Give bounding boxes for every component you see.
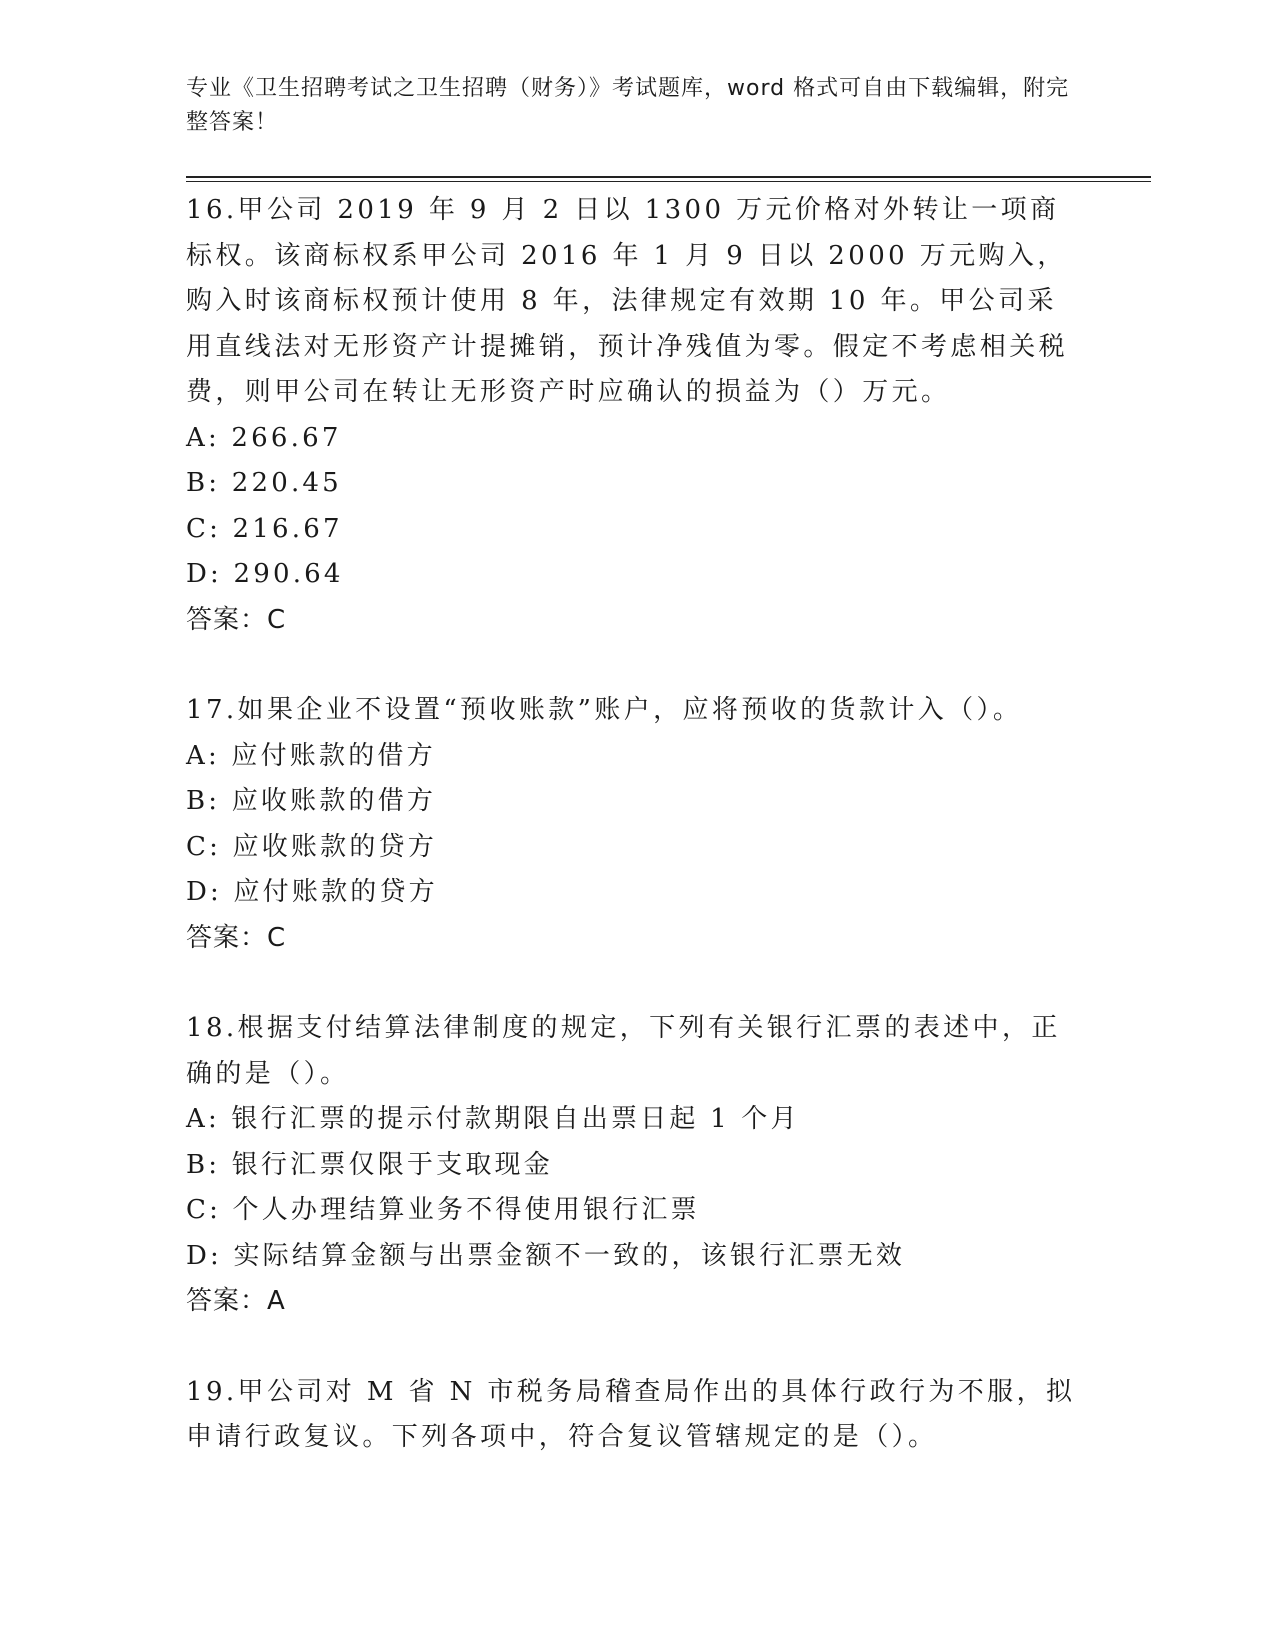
option-a: A: 266.67: [186, 422, 342, 453]
answer-line: 答案：C: [186, 604, 287, 635]
option-d: D: 290.64: [186, 559, 344, 589]
header-rule-thick: [186, 176, 1151, 178]
question-text: 16.甲公司 2019 年 9 月 2 日以 1300 万元价格对外转让一项商标权。该商标权系甲公司 2016 年 1 月 9 日以 2000 万元购入，购入时该商标权预计使用 8 年，法律规定有效期 10 年。甲公司采用直线法对无形资产计提摊销，预计净残值为零。假定不考虑相关税费，则甲公司在转让无形资产时应确认的损益为（）万元。: [186, 195, 1069, 407]
option-b: B: 应收账款的借方: [186, 786, 437, 816]
option-c: C: 个人办理结算业务不得使用银行汇票: [186, 1195, 700, 1225]
question-text: 18.根据支付结算法律制度的规定，下列有关银行汇票的表述中，正确的是（）。: [186, 1013, 1061, 1089]
option-d: D: 应付账款的贷方: [186, 877, 438, 907]
option-c: C: 216.67: [186, 513, 343, 544]
question-17: [186, 688, 1086, 961]
option-d: D: 实际结算金额与出票金额不一致的，该银行汇票无效: [186, 1240, 906, 1271]
option-c: C: 应收账款的贷方: [186, 831, 437, 862]
option-b: B: 220.45: [186, 468, 342, 498]
question-text: 17.如果企业不设置“预收账款”账户，应将预收的货款计入（）。: [186, 695, 1023, 725]
question-text: 19.甲公司对 M 省 N 市税务局稽查局作出的具体行政行为不服，拟申请行政复议。下列各项中，符合复议管辖规定的是（）。: [186, 1376, 1076, 1452]
option-a: A: 银行汇票的提示付款期限自出票日起 1 个月: [186, 1104, 800, 1134]
answer-line: 答案：C: [186, 922, 287, 953]
question-16: [186, 188, 1086, 643]
answer-line: 答案：A: [186, 1286, 286, 1316]
option-b: B: 银行汇票仅限于支取现金: [186, 1149, 553, 1180]
option-a: A: 应付账款的借方: [186, 740, 436, 771]
document-header: 专业《卫生招聘考试之卫生招聘（财务）》考试题库，word 格式可自由下载编辑，附完整答案！: [186, 76, 1070, 135]
question-19: [186, 1370, 1086, 1461]
question-list: [186, 188, 1086, 1506]
question-18: [186, 1006, 1086, 1325]
header-rule-thin: [186, 181, 1151, 182]
